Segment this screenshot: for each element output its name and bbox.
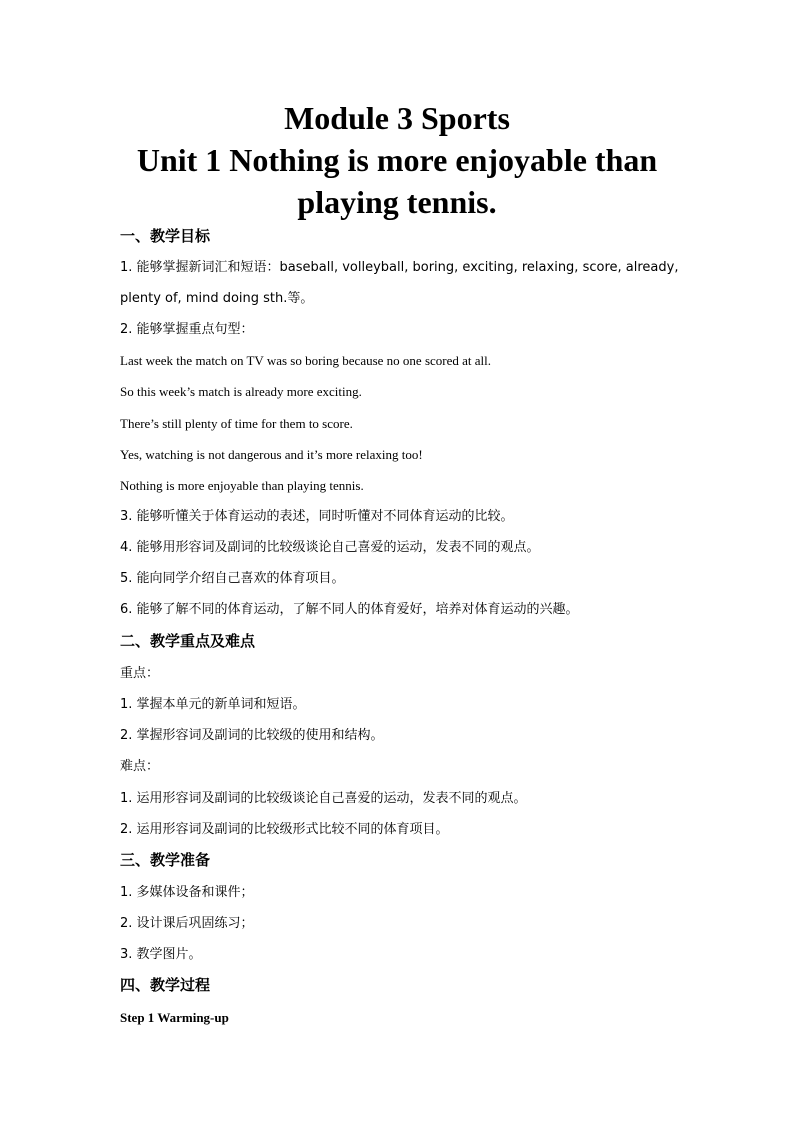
title-unit-continued: playing tennis. — [297, 184, 497, 220]
title-module: Module 3 Sports — [284, 100, 510, 136]
section2-heading: 二、教学重点及难点 — [120, 632, 256, 650]
objective-1-line1: 1. 能够掌握新词汇和短语：baseball, volleyball, boring, exciting, relaxing, score, already, — [120, 260, 679, 275]
key-point-2: 2. 掌握形容词及副词的比较级的使用和结构。 — [120, 728, 384, 743]
difficult-point-2: 2. 运用形容词及副词的比较级形式比较不同的体育项目。 — [120, 822, 449, 837]
preparation-1: 1. 多媒体设备和课件； — [120, 885, 254, 900]
key-sentence: There’s still plenty of time for them to score. — [120, 416, 353, 431]
section1-heading: 一、教学目标 — [120, 227, 211, 245]
key-points-label: 重点： — [120, 666, 160, 681]
section4-heading: 四、教学过程 — [120, 976, 211, 994]
objective-5: 5. 能向同学介绍自己喜欢的体育项目。 — [120, 571, 345, 586]
difficult-points-label: 难点： — [120, 759, 160, 774]
preparation-2: 2. 设计课后巩固练习； — [120, 916, 254, 931]
objective-6: 6. 能够了解不同的体育运动，了解不同人的体育爱好，培养对体育运动的兴趣。 — [120, 602, 579, 617]
objective-2: 2. 能够掌握重点句型： — [120, 322, 254, 337]
objective-4: 4. 能够用形容词及副词的比较级谈论自己喜爱的运动，发表不同的观点。 — [120, 540, 540, 555]
step-1-heading: Step 1 Warming-up — [120, 1010, 229, 1025]
key-sentence: Nothing is more enjoyable than playing tennis. — [120, 478, 364, 493]
title-unit: Unit 1 Nothing is more enjoyable than — [136, 142, 658, 178]
key-sentence: So this week’s match is already more exciting. — [120, 384, 362, 399]
difficult-point-1: 1. 运用形容词及副词的比较级谈论自己喜爱的运动，发表不同的观点。 — [120, 791, 527, 806]
key-point-1: 1. 掌握本单元的新单词和短语。 — [120, 697, 306, 712]
objective-1-line2: plenty of, mind doing sth.等。 — [120, 291, 314, 306]
preparation-3: 3. 教学图片。 — [120, 947, 202, 962]
section3-heading: 三、教学准备 — [120, 851, 211, 869]
objective-3: 3. 能够听懂关于体育运动的表述，同时听懂对不同体育运动的比较。 — [120, 509, 514, 524]
key-sentence: Last week the match on TV was so boring because no one scored at all. — [120, 353, 491, 368]
key-sentence: Yes, watching is not dangerous and it’s more relaxing too! — [120, 447, 423, 462]
